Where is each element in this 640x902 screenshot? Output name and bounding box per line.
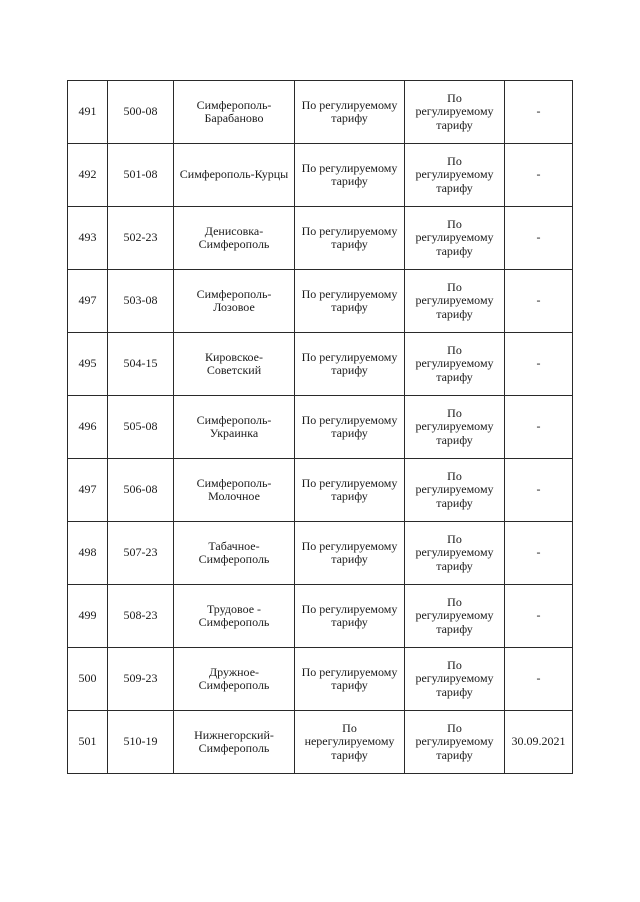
route-name-cell: Симферополь- Украинка [174, 396, 295, 459]
tariff-type-cell: По регулируемому тарифу [295, 459, 405, 522]
carriage-type-cell: По регулируемому тарифу [405, 270, 505, 333]
tariff-type-cell: По нерегулируемому тарифу [295, 711, 405, 774]
end-date-cell: 30.09.2021 [505, 711, 573, 774]
route-code-cell: 504-15 [108, 333, 174, 396]
end-date-cell: - [505, 144, 573, 207]
table-row [68, 396, 573, 459]
tariff-type-cell: По регулируемому тарифу [295, 81, 405, 144]
row-number-cell: 500 [68, 648, 108, 711]
row-number-cell: 497 [68, 459, 108, 522]
route-code-cell: 508-23 [108, 585, 174, 648]
carriage-type-cell: По регулируемому тарифу [405, 459, 505, 522]
carriage-type-cell: По регулируемому тарифу [405, 207, 505, 270]
row-number-cell: 492 [68, 144, 108, 207]
table-row [68, 207, 573, 270]
row-number-cell: 495 [68, 333, 108, 396]
route-code-cell: 509-23 [108, 648, 174, 711]
table-row [68, 522, 573, 585]
carriage-type-cell: По регулируемому тарифу [405, 333, 505, 396]
route-name-cell: Симферополь-Курцы [174, 144, 295, 207]
tariff-type-cell: По регулируемому тарифу [295, 396, 405, 459]
row-number-cell: 497 [68, 270, 108, 333]
route-code-cell: 510-19 [108, 711, 174, 774]
tariff-type-cell: По регулируемому тарифу [295, 270, 405, 333]
carriage-type-cell: По регулируемому тарифу [405, 585, 505, 648]
end-date-cell: - [505, 522, 573, 585]
carriage-type-cell: По регулируемому тарифу [405, 522, 505, 585]
route-code-cell: 505-08 [108, 396, 174, 459]
table-row [68, 459, 573, 522]
table-row [68, 270, 573, 333]
carriage-type-cell: По регулируемому тарифу [405, 81, 505, 144]
end-date-cell: - [505, 648, 573, 711]
tariff-type-cell: По регулируемому тарифу [295, 585, 405, 648]
route-name-cell: Трудовое - Симферополь [174, 585, 295, 648]
route-code-cell: 502-23 [108, 207, 174, 270]
row-number-cell: 499 [68, 585, 108, 648]
tariff-type-cell: По регулируемому тарифу [295, 207, 405, 270]
end-date-cell: - [505, 396, 573, 459]
end-date-cell: - [505, 459, 573, 522]
row-number-cell: 498 [68, 522, 108, 585]
row-number-cell: 496 [68, 396, 108, 459]
table-row [68, 81, 573, 144]
route-name-cell: Денисовка- Симферополь [174, 207, 295, 270]
end-date-cell: - [505, 270, 573, 333]
end-date-cell: - [505, 585, 573, 648]
carriage-type-cell: По регулируемому тарифу [405, 648, 505, 711]
route-name-cell: Дружное- Симферополь [174, 648, 295, 711]
tariff-type-cell: По регулируемому тарифу [295, 648, 405, 711]
end-date-cell: - [505, 81, 573, 144]
table-row [68, 648, 573, 711]
route-name-cell: Табачное- Симферополь [174, 522, 295, 585]
row-number-cell: 501 [68, 711, 108, 774]
carriage-type-cell: По регулируемому тарифу [405, 396, 505, 459]
route-code-cell: 503-08 [108, 270, 174, 333]
table-row [68, 711, 573, 774]
tariff-type-cell: По регулируемому тарифу [295, 333, 405, 396]
route-name-cell: Симферополь- Барабаново [174, 81, 295, 144]
table-row [68, 333, 573, 396]
carriage-type-cell: По регулируемому тарифу [405, 144, 505, 207]
table-row [68, 144, 573, 207]
routes-table [67, 80, 573, 774]
tariff-type-cell: По регулируемому тарифу [295, 522, 405, 585]
route-code-cell: 506-08 [108, 459, 174, 522]
tariff-type-cell: По регулируемому тарифу [295, 144, 405, 207]
carriage-type-cell: По регулируемому тарифу [405, 711, 505, 774]
route-name-cell: Симферополь- Молочное [174, 459, 295, 522]
route-code-cell: 500-08 [108, 81, 174, 144]
end-date-cell: - [505, 207, 573, 270]
route-name-cell: Нижнегорский- Симферополь [174, 711, 295, 774]
end-date-cell: - [505, 333, 573, 396]
route-name-cell: Симферополь- Лозовое [174, 270, 295, 333]
routes-table-body [68, 81, 573, 774]
row-number-cell: 491 [68, 81, 108, 144]
route-name-cell: Кировское- Советский [174, 333, 295, 396]
row-number-cell: 493 [68, 207, 108, 270]
route-code-cell: 501-08 [108, 144, 174, 207]
route-code-cell: 507-23 [108, 522, 174, 585]
table-row [68, 585, 573, 648]
